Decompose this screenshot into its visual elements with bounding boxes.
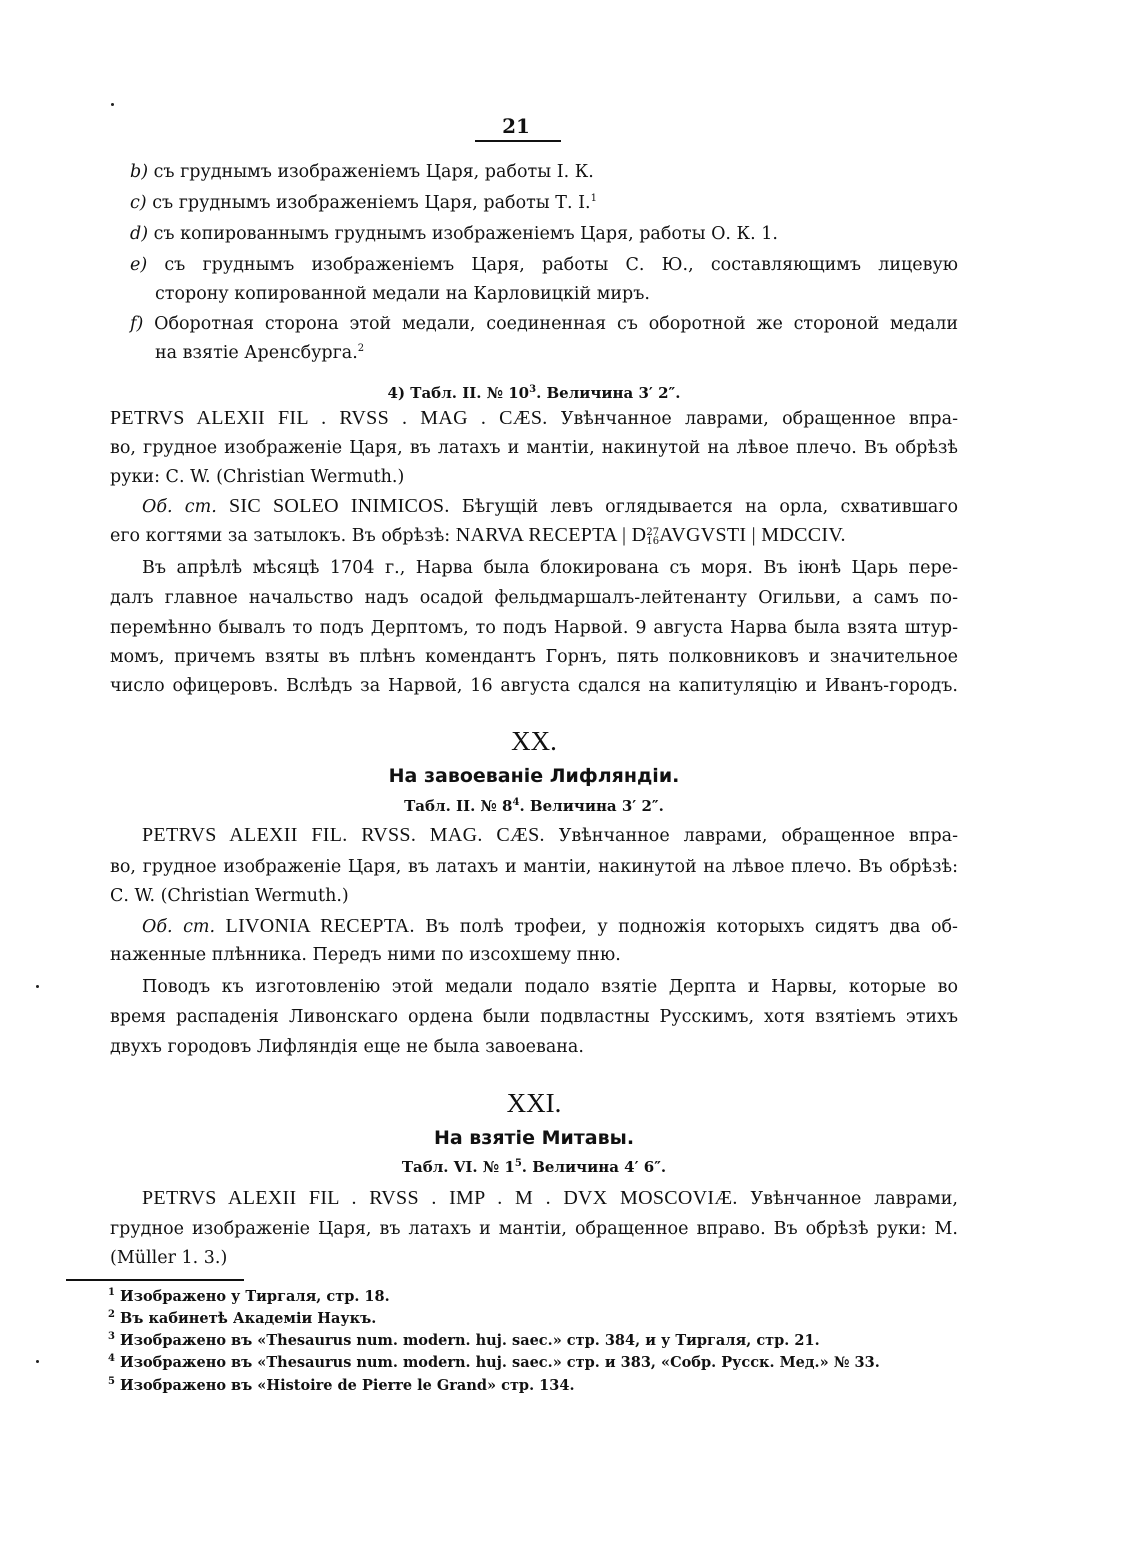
size-ref: . Величина 3′ 2″.	[519, 797, 664, 815]
list-text: съ груднымъ изображеніемъ Царя, работы Т. І.	[152, 193, 591, 213]
history-4-line4: момъ, причемъ взяты въ плѣнъ комендантъ Горнъ, пять полковниковъ и значительное	[110, 647, 958, 667]
latin-legend: PETRVS ALEXII FIL . RVSS . IMP . M . DVX MOSCOVIÆ.	[142, 1187, 738, 1209]
description-text: Въ полѣ трофеи, у подножія которыхъ сидятъ два об-	[425, 917, 958, 937]
obverse-description-xx-line1	[142, 823, 958, 848]
latin-legend: NARVA RECEPTA | D	[455, 524, 647, 546]
footnote-text: Изображено въ «Histoire de Pierre le Grand» стр. 134.	[120, 1377, 575, 1394]
reverse-description-4-line2	[110, 523, 958, 548]
table-ref: Табл. II. № 8	[404, 797, 513, 815]
footnote-number: 1	[108, 1287, 115, 1299]
scan-speck	[111, 103, 114, 106]
history-xx-line3: двухъ городовъ Лифляндія еще не была завоевана.	[110, 1037, 584, 1057]
list-text: Оборотная сторона этой медали, соединенная съ оборотной же стороной медали	[154, 314, 958, 334]
latin-legend: AVGVSTI | MDCCIV.	[659, 524, 846, 546]
footnote-4	[108, 1353, 928, 1373]
scan-speck	[36, 985, 39, 988]
obverse-description-4-line1	[110, 406, 958, 431]
latin-legend: PETRVS ALEXII FIL . RVSS . MAG . CÆS.	[110, 407, 548, 429]
date-fraction	[646, 528, 659, 546]
list-marker: c)	[130, 193, 147, 213]
table-ref: Табл. VI. № 1	[401, 1158, 515, 1176]
table-heading-4	[110, 383, 958, 403]
footnote-ref: 3	[529, 384, 537, 395]
history-4-line5: число офицеровъ. Вслѣдъ за Нарвой, 16 августа сдался на капитуляцію и Иванъ-городъ.	[110, 676, 958, 696]
footnote-number: 3	[108, 1331, 115, 1343]
description-text: его когтями за затылокъ. Въ обрѣзѣ:	[110, 526, 451, 546]
history-4-line3: перемѣнно бывалъ то подъ Дерптомъ, то подъ Нарвой. 9 августа Нарва была взята штур-	[110, 618, 958, 638]
list-text: съ груднымъ изображеніемъ Царя, работы С. Ю., составляющимъ лицевую	[164, 255, 958, 275]
description-text: Увѣнчанное лаврами, обращенное впра-	[558, 826, 958, 846]
list-item-d	[130, 222, 958, 246]
section-numeral-xx: XX.	[511, 726, 557, 756]
latin-legend: SIC SOLEO INIMICOS.	[228, 495, 450, 517]
history-xx-line2: время распаденія Ливонскаго ордена были подвластны Русскимъ, хотя взятіемъ этихъ	[110, 1007, 958, 1027]
latin-legend: LIVONIA RECEPTA.	[225, 915, 415, 937]
scan-speck	[36, 1360, 39, 1363]
list-item-e-continuation: сторону копированной медали на Карловицкій миръ.	[155, 284, 650, 304]
list-text: съ копированнымъ груднымъ изображеніемъ Царя, работы О. К. 1.	[153, 224, 778, 244]
list-marker: d)	[130, 224, 149, 244]
latin-legend: PETRVS ALEXII FIL. RVSS. MAG. CÆS.	[142, 824, 545, 846]
fraction-bottom: 16	[646, 535, 660, 547]
obverse-description-xx-line3: С. W. (Christian Wermuth.)	[110, 886, 349, 906]
list-item-e	[130, 253, 958, 277]
footnote-text: Въ кабинетѣ Академіи Наукъ.	[120, 1310, 377, 1327]
description-text: Увѣнчанное лаврами, обращенное впра-	[560, 409, 958, 429]
footnote-number: 4	[108, 1353, 115, 1365]
obverse-description-4-line3: руки: С. W. (Christian Wermuth.)	[110, 467, 405, 487]
footnote-3	[108, 1331, 928, 1351]
description-text: Увѣнчанное лаврами,	[750, 1189, 958, 1209]
table-heading-xx	[110, 796, 958, 816]
page-number-rule	[475, 140, 561, 142]
description-text: Бѣгущій левъ оглядывается на орла, схватившаго	[461, 497, 958, 517]
table-ref: 4) Табл. II. № 10	[387, 384, 530, 402]
history-4-line1: Въ апрѣлѣ мѣсяцѣ 1704 г., Нарва была блокирована съ моря. Въ іюнѣ Царь пере-	[142, 558, 958, 578]
table-heading-xxi	[110, 1157, 958, 1177]
footnote-number: 2	[108, 1309, 115, 1321]
footnote-2	[108, 1309, 928, 1329]
size-ref: . Величина 3′ 2″.	[536, 384, 681, 402]
reverse-description-4-line1	[142, 494, 958, 519]
reverse-label: Об. ст.	[142, 497, 217, 517]
footnote-text: Изображено у Тиргаля, стр. 18.	[120, 1288, 390, 1305]
obverse-description-xxi-line3: (Müller 1. 3.)	[110, 1248, 228, 1268]
list-item-b	[130, 160, 958, 184]
list-text: съ груднымъ изображеніемъ Царя, работы І. К.	[153, 162, 594, 182]
footnote-text: Изображено въ «Thesaurus num. modern. huj. saec.» стр. и 383, «Собр. Русск. Мед.» № 33.	[120, 1354, 880, 1371]
list-text: на взятіе Аренсбурга.	[155, 343, 358, 363]
reverse-label: Об. ст.	[142, 917, 216, 937]
footnote-ref: 5	[514, 1158, 522, 1169]
history-4-line2: далъ главное начальство надъ осадой фельдмаршалъ-лейтенанту Огильви, а самъ по-	[110, 588, 958, 608]
page-number: 21	[502, 114, 530, 138]
footnote-5	[108, 1376, 928, 1396]
list-marker: f)	[130, 314, 144, 334]
footnote-ref: 4	[512, 797, 520, 808]
list-item-c	[130, 191, 958, 215]
footnote-ref: 1	[590, 193, 597, 205]
obverse-description-xx-line2: во, грудное изображеніе Царя, въ латахъ и мантіи, накинутой на лѣвое плечо. Въ обрѣзѣ:	[110, 857, 958, 877]
footnote-1	[108, 1287, 928, 1307]
size-ref: . Величина 4′ 6″.	[521, 1158, 667, 1176]
footnote-ref: 2	[357, 343, 365, 355]
list-marker: b)	[130, 162, 149, 182]
section-title-xxi: На взятіе Митавы.	[433, 1127, 635, 1149]
footnote-number: 5	[108, 1376, 115, 1388]
obverse-description-4-line2: во, грудное изображеніе Царя, въ латахъ и мантіи, накинутой на лѣвое плечо. Въ обрѣзѣ	[110, 438, 958, 458]
footnote-rule	[66, 1279, 244, 1281]
reverse-description-xx-line1	[142, 914, 958, 939]
obverse-description-xxi-line1	[142, 1186, 958, 1211]
fraction-top: 27	[646, 526, 660, 538]
list-marker: e)	[130, 255, 148, 275]
list-item-f	[130, 312, 958, 336]
list-item-f-continuation	[155, 341, 958, 365]
footnote-text: Изображено въ «Thesaurus num. modern. huj. saec.» стр. 384, и у Тиргаля, стр. 21.	[120, 1332, 820, 1349]
section-title-xx: На завоеваніе Лифляндіи.	[388, 765, 680, 787]
obverse-description-xxi-line2: грудное изображеніе Царя, въ латахъ и мантіи, обращенное вправо. Въ обрѣзѣ руки: М.	[110, 1219, 958, 1239]
history-xx-line1: Поводъ къ изготовленію этой медали подало взятіе Дерпта и Нарвы, которые во	[142, 977, 958, 997]
section-numeral-xxi: XXI.	[506, 1088, 562, 1118]
reverse-description-xx-line2: наженные плѣнника. Передъ ними по изсохшему пню.	[110, 945, 621, 965]
